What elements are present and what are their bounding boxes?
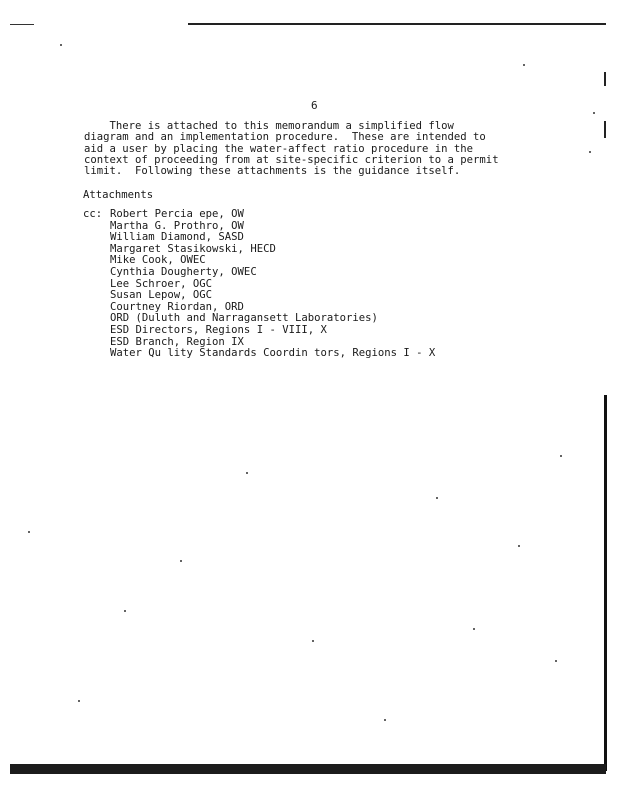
scan-right-edge [604, 395, 607, 771]
cc-label: cc: [83, 208, 103, 220]
scan-speck [473, 628, 475, 630]
page-number: 6 [311, 99, 318, 112]
scan-speck [246, 472, 248, 474]
cc-recipient: Robert Percia epe, OW [110, 208, 244, 220]
scan-speck [60, 44, 62, 46]
paragraph-line: diagram and an implementation procedure. These are intended to [84, 131, 486, 144]
scan-speck [384, 719, 386, 721]
cc-recipient: Mike Cook, OWEC [110, 254, 206, 267]
paragraph-line: limit. Following these attachments is the guidance itself. [84, 165, 461, 178]
cc-recipient: Cynthia Dougherty, OWEC [110, 265, 257, 278]
scan-speck [436, 497, 438, 499]
scan-right-tick [604, 121, 606, 138]
scan-speck [124, 610, 126, 612]
scan-speck [78, 700, 80, 702]
scan-right-tick [604, 72, 606, 86]
cc-recipient: ESD Directors, Regions I - VIII, X [110, 323, 327, 336]
body-paragraph [84, 121, 554, 177]
cc-recipient: Water Qu lity Standards Coordin tors, Regions I - X [110, 347, 436, 360]
cc-list [110, 209, 530, 360]
paragraph-line: There is attached to this memorandum a simplified flow [84, 120, 454, 132]
scan-speck [523, 64, 525, 66]
scan-speck [593, 112, 595, 114]
cc-recipient: William Diamond, SASD [110, 231, 244, 244]
scan-speck [28, 531, 30, 533]
cc-recipient: Martha G. Prothro, OW [110, 219, 244, 232]
cc-recipient: ORD (Duluth and Narragansett Laboratories) [110, 312, 378, 325]
cc-recipient: Margaret Stasikowski, HECD [110, 242, 276, 255]
scan-speck [180, 560, 182, 562]
scan-top-left-mark [10, 24, 34, 25]
scan-top-rule [188, 23, 606, 25]
paragraph-line: context of proceeding from at site-specific criterion to a permit [84, 153, 499, 166]
scan-speck [560, 455, 562, 457]
scan-speck [555, 660, 557, 662]
paragraph-line: aid a user by placing the water-affect ratio procedure in the [84, 142, 474, 155]
cc-recipient: Courtney Riordan, ORD [110, 300, 244, 313]
scan-speck [518, 545, 520, 547]
scan-bottom-band [10, 764, 606, 774]
scan-speck [312, 640, 314, 642]
cc-recipient: Susan Lepow, OGC [110, 289, 213, 302]
attachments-label: Attachments [83, 189, 154, 201]
scan-speck [589, 151, 591, 153]
cc-recipient: Lee Schroer, OGC [110, 277, 213, 290]
cc-recipient: ESD Branch, Region IX [110, 335, 244, 348]
